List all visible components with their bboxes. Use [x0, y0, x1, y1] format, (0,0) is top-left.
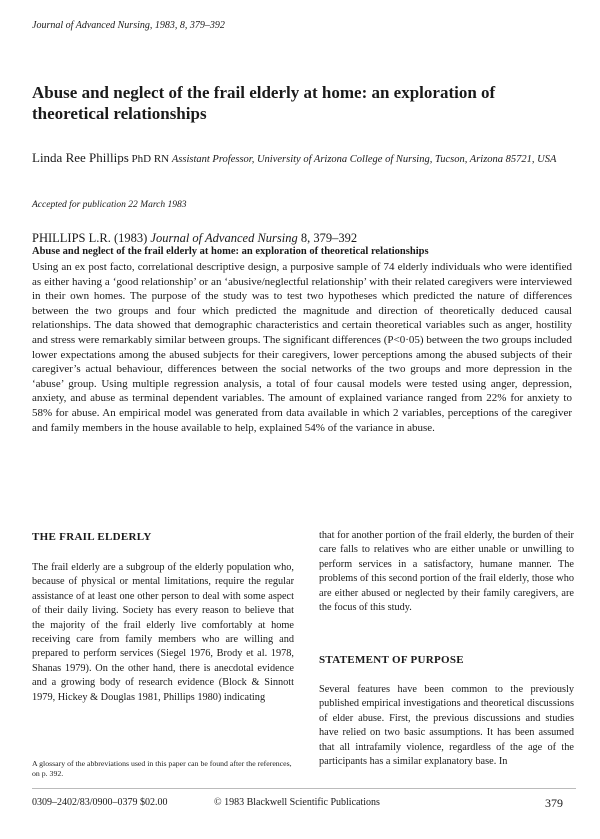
abstract-title: Abuse and neglect of the frail elderly at home: an exploration of theoretical relationships [32, 246, 429, 257]
footer-divider [32, 788, 576, 789]
author-block [32, 149, 572, 169]
author-name: Linda Ree Phillips [32, 150, 129, 165]
journal-header: Journal of Advanced Nursing, 1983, 8, 379–392 [32, 20, 225, 31]
citation-volume: 8, 379–392 [300, 231, 358, 245]
citation-line [32, 231, 357, 246]
article-title: Abuse and neglect of the frail elderly at home: an exploration of theoretical relationships [32, 83, 496, 123]
footnote: A glossary of the abbreviations used in this paper can be found after the references, on p. 392. [32, 759, 292, 778]
footer-code: 0309–2402/83/0900–0379 $02.00 [32, 797, 168, 808]
section-heading-frail-elderly: THE FRAIL ELDERLY [32, 531, 152, 543]
page-number: 379 [545, 796, 563, 810]
citation-journal: Journal of Advanced Nursing [150, 231, 298, 245]
right-column-paragraph-1: that for another portion of the frail elderly, the burden of their care falls to relatives who are either unable or unwilling to perform services in a satisfactory, humane manner. The problems of this second portion of the frail elderly, those who are either abused or neglected by their family caregivers, are the focus of this study. [319, 530, 574, 614]
right-column-paragraph-2: Several features have been common to the previously published empirical investigations and theoretical discussions of elder abuse. First, the previous discussions and studies have relied on two basic assumptions. It has been assumed that all intrafamily violence, regardless of the age of the participants has a similar explanatory base. In [319, 684, 574, 768]
author-affiliation: Assistant Professor, University of Arizona College of Nursing, Tucson, Arizona 85721, USA [171, 154, 557, 165]
section-heading-statement-of-purpose: STATEMENT OF PURPOSE [319, 654, 464, 666]
accepted-date: Accepted for publication 22 March 1983 [32, 200, 187, 210]
abstract-text: Using an ex post facto, correlational descriptive design, a purposive sample of 74 elderly individuals who were identified as either having a ‘good relationship’ or an ‘abusive/neglectful relationship’ with their related caregivers were interviewed in their own homes. The purpose of the study was to test two hypotheses which predicted the nature of differences between the two groups and four which predicted the magnitude and direction of theoretically deduced causal relationships. The data showed that demographic characteristics and certain theoretical variables such as anger, hostility and stress were remarkably similar between groups. The significant differences (P<0·05) between the two groups included lower expectations among the abused subjects for their caregivers, lower perceptions among the abused subjects of their caregiver’s actual behaviour, differences between the social networks of the two groups and more depression in the ‘abuse’ group. Using multiple regression analysis, a total of four causal models were tested using anger, depression, anxiety, and abuse as terminal dependent variables. The amount of explained variance ranged from 22% for anxiety to 58% for abuse. An empirical model was generated from data available in which 2 variables, perceptions of the caregiver and family members in the house available to help, explained 54% of the variance in abuse. [32, 261, 572, 434]
left-column-body: The frail elderly are a subgroup of the elderly population who, because of physical or mental limitations, require the regular assistance of at least one other person to deal with some aspect of their daily living. Society has every reason to believe that the majority of the frail elderly live comfortably at home receiving care from family members who are willing and prepared to perform services (Siegel 1976, Brody et al. 1978, Shanas 1979). On the other hand, there is anecdotal evidence and a growing body of research evidence (Block & Sinnott 1979, Hickey & Douglas 1981, Phillips 1980) indicating [32, 562, 294, 703]
citation-author-year: PHILLIPS L.R. (1983) [32, 231, 148, 245]
footer-copyright: © 1983 Blackwell Scientific Publications [214, 797, 380, 808]
author-degrees: PhD RN [131, 153, 170, 165]
